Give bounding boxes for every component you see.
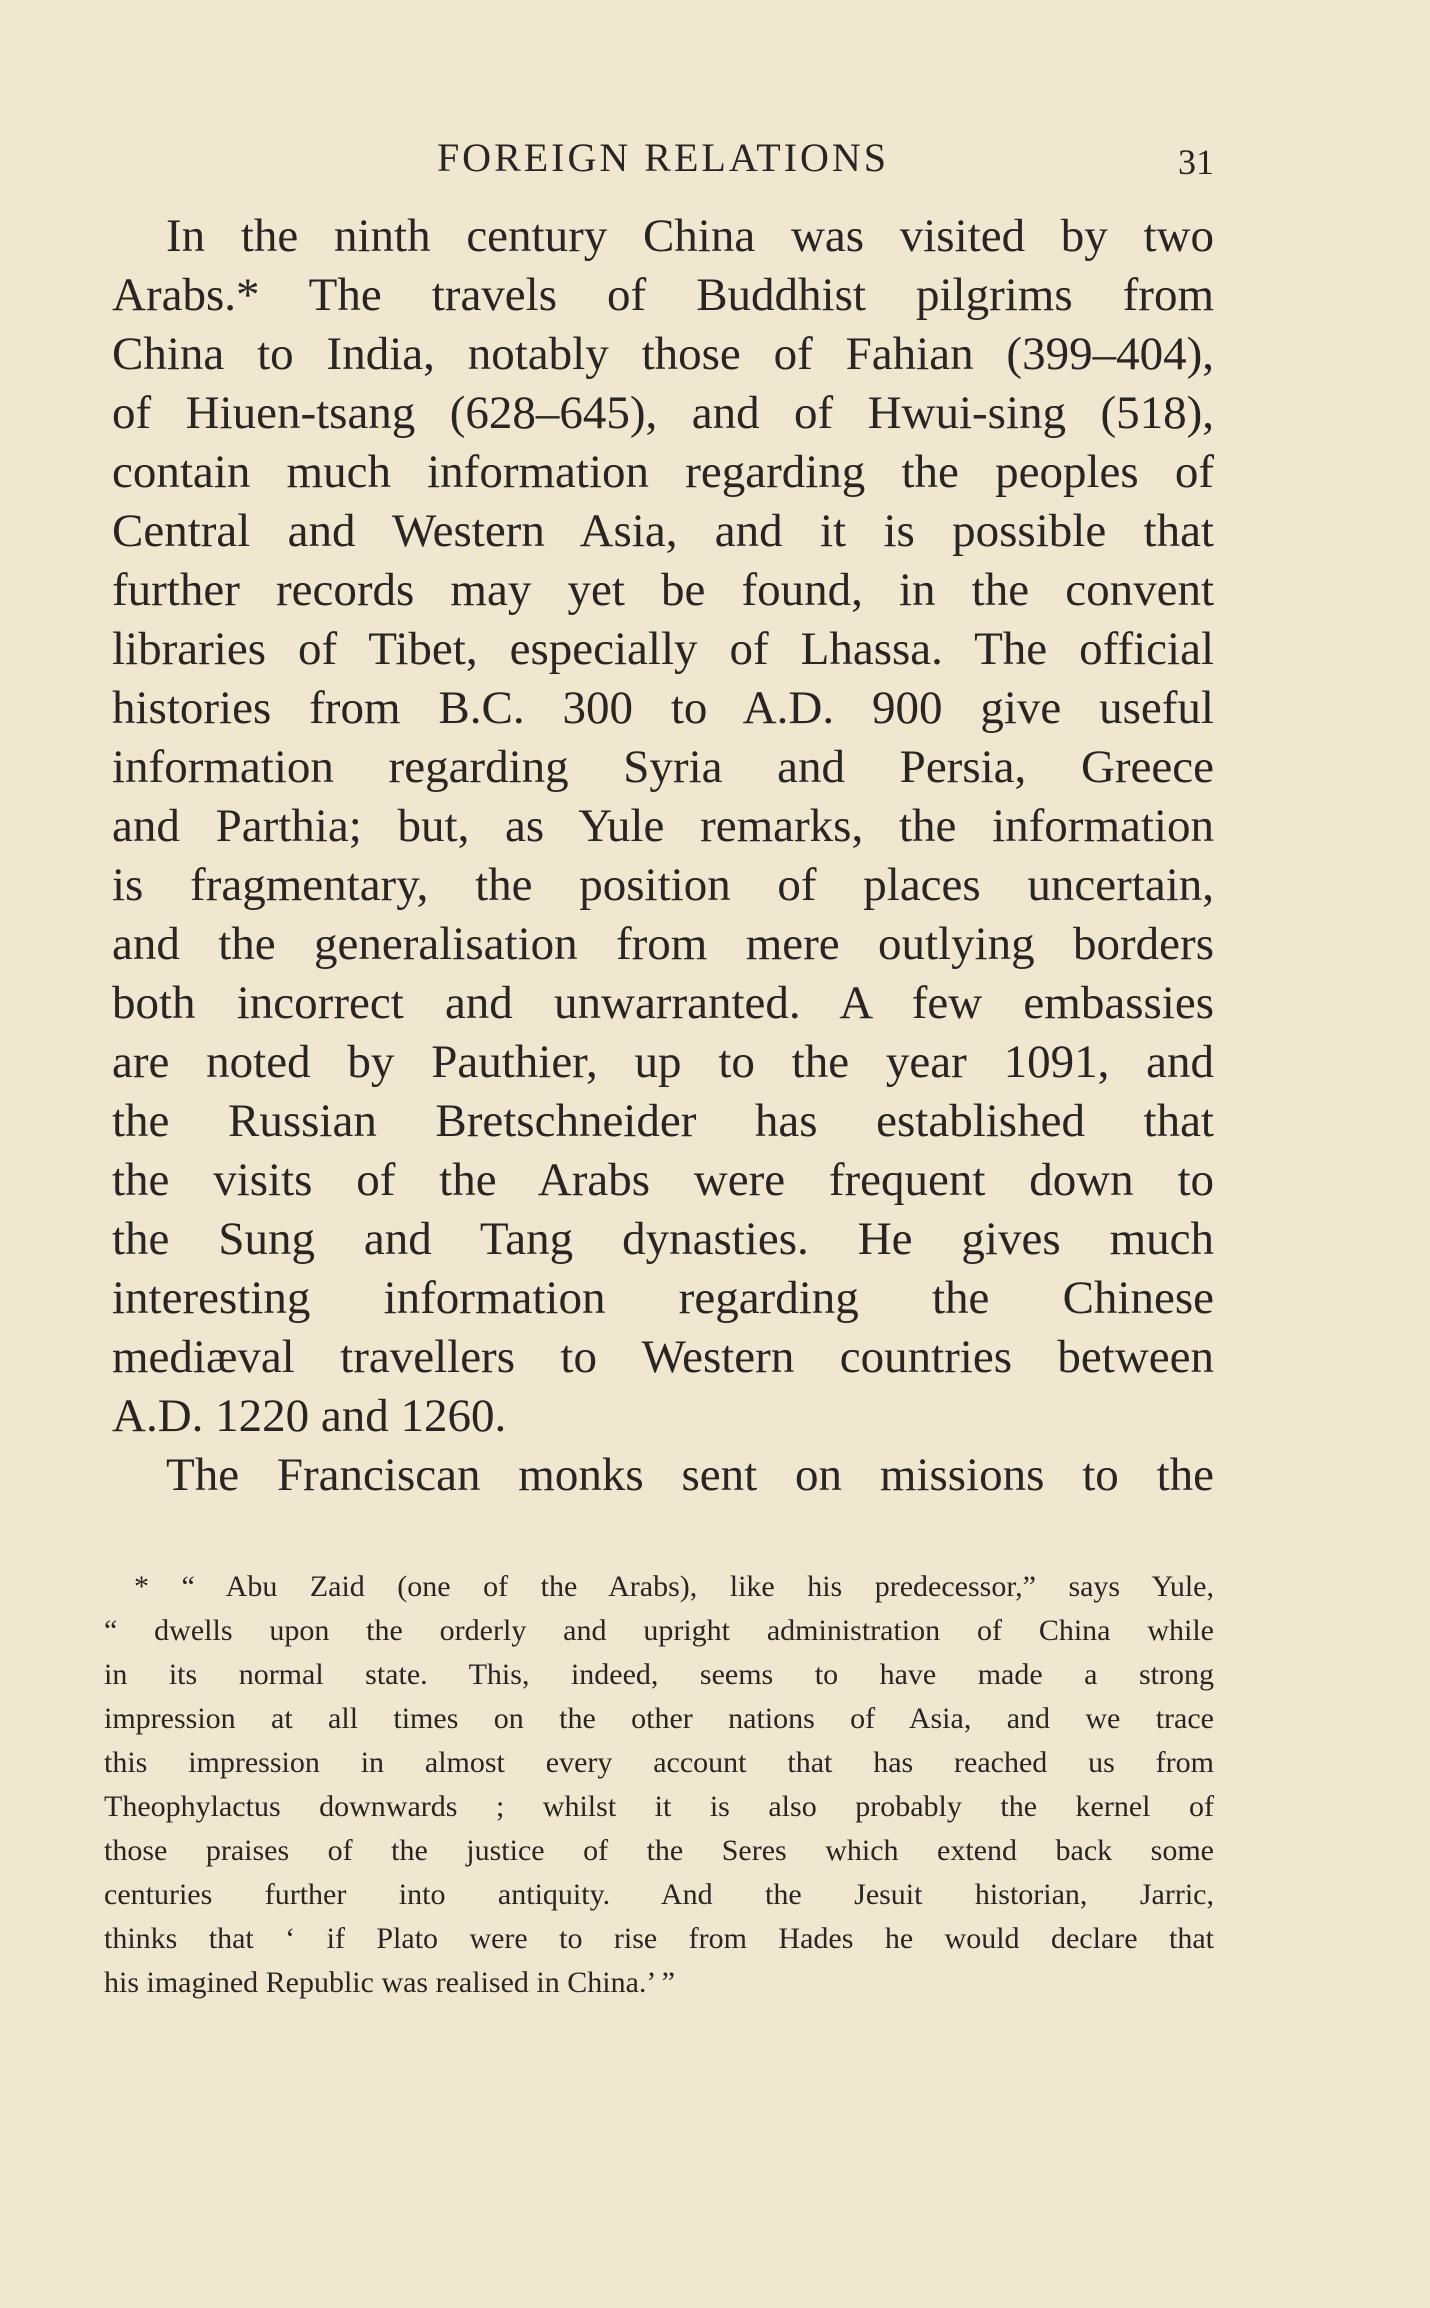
text-line: Central and Western Asia, and it is possible that (112, 505, 1214, 557)
running-head (112, 132, 1214, 184)
text-line: both incorrect and unwarranted. A few embassies (112, 977, 1214, 1029)
footnote (104, 1565, 1214, 2005)
text-line: Arabs.* The travels of Buddhist pilgrims from (112, 269, 1214, 321)
text-line: China to India, notably those of Fahian (399–404), (112, 328, 1214, 380)
running-head-title: FOREIGN RELATIONS (436, 135, 890, 180)
text-line: the visits of the Arabs were frequent down to (112, 1154, 1214, 1206)
footnote-line: impression at all times on the other nations of Asia, and we trace (104, 1702, 1214, 1735)
page-number: 31 (1178, 142, 1214, 182)
footnote-line: centuries further into antiquity. And the Jesuit historian, Jarric, (104, 1878, 1214, 1911)
text-line: The Franciscan monks sent on missions to the (166, 1449, 1214, 1501)
main-text (112, 207, 1214, 1505)
text-line: the Russian Bretschneider has established that (112, 1095, 1214, 1147)
footnote-line: * “ Abu Zaid (one of the Arabs), like his predecessor,” says Yule, (134, 1570, 1214, 1603)
footnote-line: this impression in almost every account that has reached us from (104, 1746, 1214, 1779)
footnote-line: those praises of the justice of the Seres which extend back some (104, 1834, 1214, 1867)
text-line: histories from B.C. 300 to A.D. 900 give useful (112, 682, 1214, 734)
text-line: mediæval travellers to Western countries between (112, 1331, 1214, 1383)
text-line: contain much information regarding the peoples of (112, 446, 1214, 498)
text-line: are noted by Pauthier, up to the year 1091, and (112, 1036, 1214, 1088)
footnote-line: thinks that ‘ if Plato were to rise from Hades he would declare that (104, 1922, 1214, 1955)
text-line: A.D. 1220 and 1260. (112, 1390, 507, 1442)
footnote-line: in its normal state. This, indeed, seems to have made a strong (104, 1658, 1214, 1691)
text-line: and the generalisation from mere outlying borders (112, 918, 1214, 970)
footnote-line: “ dwells upon the orderly and upright administration of China while (104, 1614, 1214, 1647)
text-line: the Sung and Tang dynasties. He gives much (112, 1213, 1214, 1265)
footnote-line: his imagined Republic was realised in China.’ ” (104, 1966, 675, 1999)
text-line: information regarding Syria and Persia, Greece (112, 741, 1214, 793)
text-line: is fragmentary, the position of places uncertain, (112, 859, 1214, 911)
text-line: of Hiuen-tsang (628–645), and of Hwui-sing (518), (112, 387, 1214, 439)
text-line: libraries of Tibet, especially of Lhassa. The official (112, 623, 1214, 675)
text-line: In the ninth century China was visited by two (166, 210, 1214, 262)
text-line: interesting information regarding the Chinese (112, 1272, 1214, 1324)
text-line: further records may yet be found, in the convent (112, 564, 1214, 616)
text-line: and Parthia; but, as Yule remarks, the information (112, 800, 1214, 852)
footnote-line: Theophylactus downwards ; whilst it is also probably the kernel of (104, 1790, 1214, 1823)
